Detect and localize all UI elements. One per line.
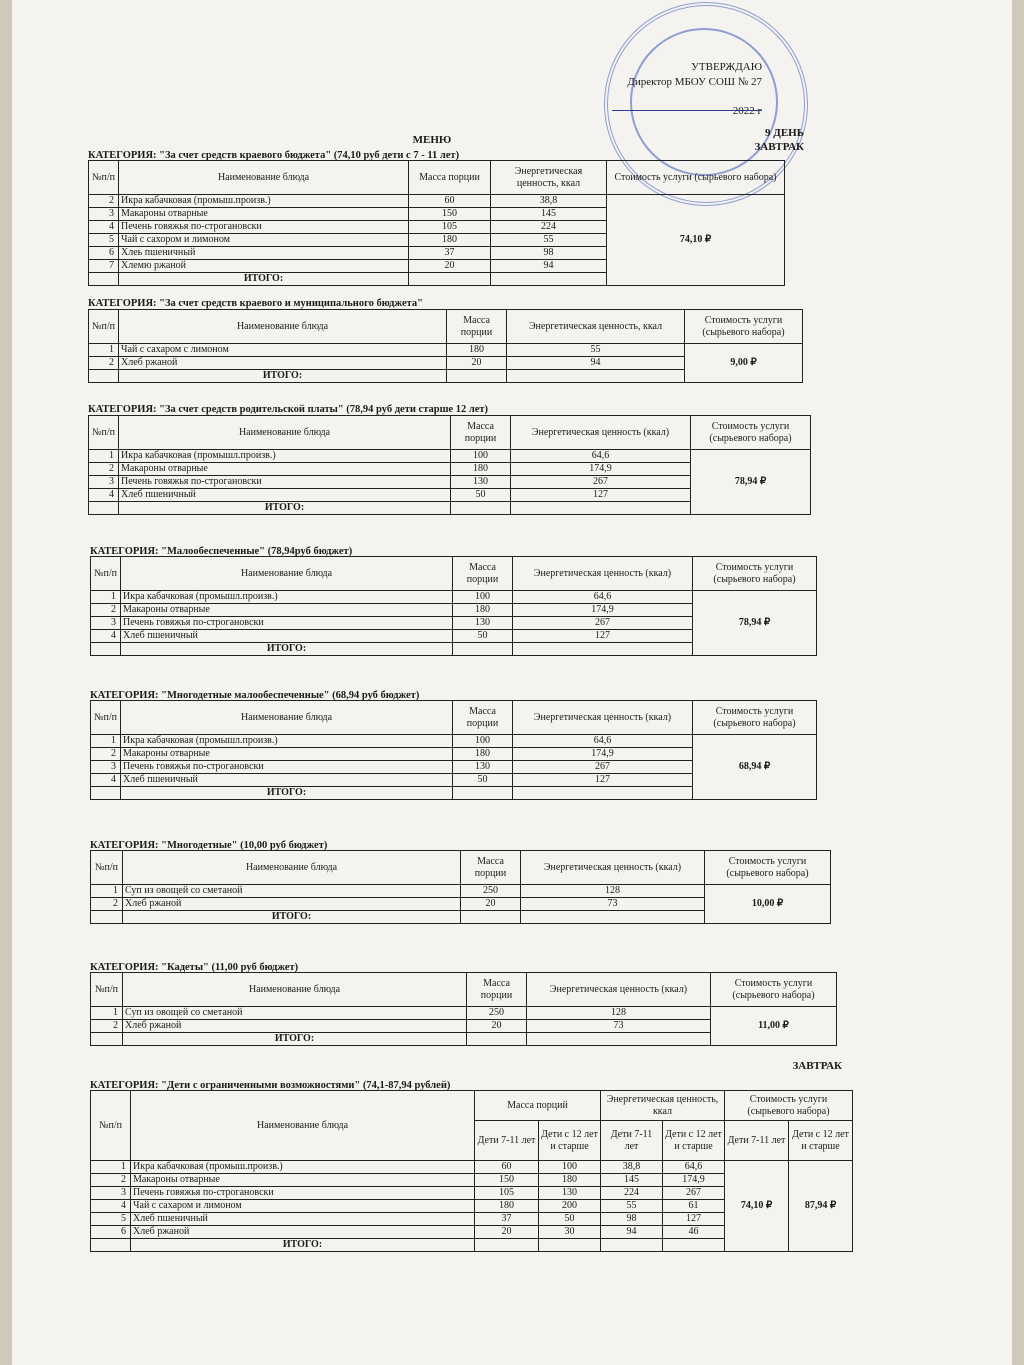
col-header-energy: Энергетическая ценность (ккал) — [521, 851, 705, 885]
dish-mass-12: 100 — [539, 1161, 601, 1174]
dish-mass-7-11: 180 — [475, 1200, 539, 1213]
dish-name: Суп из овощей со сметаной — [123, 885, 461, 898]
meal-label: ЗАВТРАК — [754, 141, 804, 153]
dish-name: Икра кабачковая (промышл.произв.) — [121, 591, 453, 604]
row-number: 3 — [91, 617, 121, 630]
dish-name: Хлеб пшеничный — [131, 1213, 475, 1226]
col-header-energy: Энергетическая ценность (ккал) — [511, 416, 691, 450]
dish-name: Чай с сахором и лимоном — [119, 234, 409, 247]
row-number: 1 — [91, 735, 121, 748]
row-number: 4 — [91, 1200, 131, 1213]
col-header-name: Наименование блюда — [123, 851, 461, 885]
dish-name: Печень говяжья по-строгановски — [119, 476, 451, 489]
dish-name: Хлеб ржаной — [123, 1020, 467, 1033]
day-label — [712, 126, 804, 154]
dish-kcal: 127 — [513, 774, 693, 787]
dish-name: Чай с сахаром и лимоном — [131, 1200, 475, 1213]
cost-cell: 78,94 ₽ — [691, 450, 811, 515]
dish-name: Макароны отварные — [119, 463, 451, 476]
dish-kcal: 174,9 — [511, 463, 691, 476]
dish-mass-7-11: 20 — [475, 1226, 539, 1239]
dish-mass: 180 — [453, 604, 513, 617]
day-number: 9 ДЕНЬ — [765, 127, 804, 139]
col-header-kids-12: Дети с 12 лет и старше — [789, 1121, 853, 1161]
dish-kcal-7-11: 98 — [601, 1213, 663, 1226]
dish-name: Хлеб пшеничный — [121, 774, 453, 787]
dish-kcal: 64,6 — [513, 735, 693, 748]
total-label: ИТОГО: — [121, 787, 453, 800]
row-number: 2 — [89, 195, 119, 208]
row-number: 4 — [89, 221, 119, 234]
row-number: 6 — [91, 1226, 131, 1239]
dish-mass: 130 — [453, 617, 513, 630]
dish-kcal: 127 — [513, 630, 693, 643]
dish-mass-12: 50 — [539, 1213, 601, 1226]
menu-table — [90, 972, 837, 1046]
dish-kcal: 267 — [511, 476, 691, 489]
dish-name: Печень говяжья по-строгановски — [131, 1187, 475, 1200]
menu-table — [90, 700, 817, 800]
row-number: 1 — [91, 591, 121, 604]
category-title: КАТЕГОРИЯ: "За счет средств краевого бюджета" (74,10 руб дети с 7 - 11 лет) — [88, 150, 460, 161]
menu-table — [90, 850, 831, 924]
total-label: ИТОГО: — [119, 273, 409, 286]
dish-kcal: 127 — [511, 489, 691, 502]
dish-mass: 105 — [409, 221, 491, 234]
col-header-energy: Энергетическая ценность (ккал) — [527, 973, 711, 1007]
dish-mass-7-11: 150 — [475, 1174, 539, 1187]
cost-cell: 9,00 ₽ — [685, 344, 803, 383]
dish-kcal: 98 — [491, 247, 607, 260]
row-number: 1 — [91, 1007, 123, 1020]
total-label: ИТОГО: — [131, 1239, 475, 1252]
row-number: 4 — [89, 489, 119, 502]
dish-mass: 20 — [461, 898, 521, 911]
row-number: 2 — [91, 604, 121, 617]
dish-kcal: 64,6 — [513, 591, 693, 604]
col-header-cost: Стоимость услуги (сырьевого набора) — [725, 1091, 853, 1121]
dish-name: Икра кабачковая (промыш.произв.) — [119, 195, 409, 208]
dish-mass: 37 — [409, 247, 491, 260]
row-number: 1 — [89, 450, 119, 463]
cost-cell-7-11: 74,10 ₽ — [725, 1161, 789, 1252]
approval-title: УТВЕРЖДАЮ — [691, 61, 762, 73]
col-header-num: №п/п — [91, 973, 123, 1007]
cost-cell: 68,94 ₽ — [693, 735, 817, 800]
page-title: МЕНЮ — [412, 134, 452, 146]
col-header-name: Наименование блюда — [119, 416, 451, 450]
dish-name: Хлеб пшеничный — [121, 630, 453, 643]
col-header-name: Наименование блюда — [119, 310, 447, 344]
dish-mass: 20 — [447, 357, 507, 370]
row-number: 5 — [91, 1213, 131, 1226]
menu-table-special — [90, 1090, 853, 1252]
col-header-kids-12: Дети с 12 лет и старше — [663, 1121, 725, 1161]
col-header-cost: Стоимость услуги (сырьевого набора) — [607, 161, 785, 195]
row-number: 4 — [91, 774, 121, 787]
dish-name: Икра кабачковая (промышл.произв.) — [121, 735, 453, 748]
col-header-cost: Стоимость услуги (сырьевого набора) — [691, 416, 811, 450]
dish-mass: 180 — [447, 344, 507, 357]
col-header-energy: Энергетическая ценность, ккал — [601, 1091, 725, 1121]
dish-mass-7-11: 60 — [475, 1161, 539, 1174]
row-number: 1 — [91, 885, 123, 898]
dish-mass-12: 200 — [539, 1200, 601, 1213]
col-header-num: №п/п — [89, 416, 119, 450]
dish-kcal: 128 — [527, 1007, 711, 1020]
dish-mass: 180 — [451, 463, 511, 476]
dish-mass-12: 180 — [539, 1174, 601, 1187]
dish-name: Икра кабачковая (промышл.произв.) — [119, 450, 451, 463]
dish-kcal: 128 — [521, 885, 705, 898]
col-header-name: Наименование блюда — [119, 161, 409, 195]
row-number: 2 — [91, 1020, 123, 1033]
dish-mass-12: 130 — [539, 1187, 601, 1200]
dish-kcal-12: 46 — [663, 1226, 725, 1239]
col-header-cost: Стоимость услуги (сырьевого набора) — [711, 973, 837, 1007]
row-number: 2 — [91, 898, 123, 911]
dish-kcal: 94 — [507, 357, 685, 370]
dish-kcal-7-11: 94 — [601, 1226, 663, 1239]
col-header-cost: Стоимость услуги (сырьевого набора) — [693, 701, 817, 735]
col-header-kids-7-11: Дети 7-11 лет — [601, 1121, 663, 1161]
dish-mass: 100 — [453, 735, 513, 748]
dish-mass-12: 30 — [539, 1226, 601, 1239]
row-number: 2 — [91, 748, 121, 761]
col-header-num: №п/п — [89, 161, 119, 195]
dish-kcal-12: 61 — [663, 1200, 725, 1213]
table-row — [91, 1007, 837, 1020]
table-row — [91, 735, 817, 748]
dish-kcal: 267 — [513, 761, 693, 774]
col-header-kids-7-11: Дети 7-11 лет — [475, 1121, 539, 1161]
dish-mass: 250 — [467, 1007, 527, 1020]
col-header-mass: Масса порции — [451, 416, 511, 450]
dish-mass-7-11: 37 — [475, 1213, 539, 1226]
col-header-name: Наименование блюда — [121, 701, 453, 735]
row-number: 6 — [89, 247, 119, 260]
dish-name: Хлеб пшеничный — [119, 489, 451, 502]
col-header-num: №п/п — [91, 851, 123, 885]
dish-name: Хлемю ржаной — [119, 260, 409, 273]
dish-mass: 180 — [453, 748, 513, 761]
dish-mass: 130 — [453, 761, 513, 774]
table-row — [91, 591, 817, 604]
row-number: 7 — [89, 260, 119, 273]
dish-kcal-7-11: 224 — [601, 1187, 663, 1200]
dish-kcal: 267 — [513, 617, 693, 630]
dish-name: Печень говяжья по-строгановски — [121, 617, 453, 630]
total-label: ИТОГО: — [121, 643, 453, 656]
col-header-kids-7-11: Дети 7-11 лет — [725, 1121, 789, 1161]
total-label: ИТОГО: — [119, 502, 451, 515]
category-title: КАТЕГОРИЯ: "Многодетные" (10,00 руб бюджет) — [90, 840, 328, 851]
col-header-num: №п/п — [89, 310, 119, 344]
table-row — [91, 885, 831, 898]
col-header-name: Наименование блюда — [131, 1091, 475, 1161]
row-number: 5 — [89, 234, 119, 247]
dish-kcal: 64,6 — [511, 450, 691, 463]
dish-kcal: 73 — [527, 1020, 711, 1033]
dish-kcal-7-11: 55 — [601, 1200, 663, 1213]
dish-name: Печень говяжья по-строгановски — [119, 221, 409, 234]
dish-mass-7-11: 105 — [475, 1187, 539, 1200]
dish-name: Печень говяжья по-строгановски — [121, 761, 453, 774]
dish-name: Хлеб ржаной — [131, 1226, 475, 1239]
row-number: 3 — [89, 476, 119, 489]
dish-mass: 60 — [409, 195, 491, 208]
cost-cell: 11,00 ₽ — [711, 1007, 837, 1046]
dish-mass: 50 — [453, 630, 513, 643]
row-number: 2 — [89, 357, 119, 370]
category-title: КАТЕГОРИЯ: "Дети с ограниченными возможностями" (74,1-87,94 рублей) — [90, 1080, 451, 1091]
col-header-energy: Энергетическая ценность, ккал — [491, 161, 607, 195]
col-header-num: №п/п — [91, 557, 121, 591]
dish-name: Макароны отварные — [121, 748, 453, 761]
col-header-cost: Стоимость услуги (сырьевого набора) — [693, 557, 817, 591]
row-number: 2 — [91, 1174, 131, 1187]
meal-label-2: ЗАВТРАК — [792, 1060, 842, 1072]
col-header-energy: Энергетическая ценность, ккал — [507, 310, 685, 344]
dish-kcal: 94 — [491, 260, 607, 273]
col-header-num: №п/п — [91, 1091, 131, 1161]
dish-name: Макароны отварные — [119, 208, 409, 221]
col-header-mass: Масса порции — [409, 161, 491, 195]
table-row — [89, 344, 803, 357]
cost-cell-12: 87,94 ₽ — [789, 1161, 853, 1252]
menu-table — [90, 556, 817, 656]
total-label: ИТОГО: — [123, 1033, 467, 1046]
category-title: КАТЕГОРИЯ: "Малообеспеченные" (78,94руб бюджет) — [90, 546, 353, 557]
col-header-num: №п/п — [91, 701, 121, 735]
row-number: 3 — [89, 208, 119, 221]
col-header-name: Наименование блюда — [123, 973, 467, 1007]
dish-kcal: 73 — [521, 898, 705, 911]
dish-kcal: 145 — [491, 208, 607, 221]
dish-mass: 50 — [453, 774, 513, 787]
col-header-kids-12: Дети с 12 лет и старше — [539, 1121, 601, 1161]
row-number: 4 — [91, 630, 121, 643]
col-header-mass: Масса порции — [467, 973, 527, 1007]
dish-name: Чай с сахаром с лимоном — [119, 344, 447, 357]
dish-name: Макароны отварные — [131, 1174, 475, 1187]
dish-kcal-12: 127 — [663, 1213, 725, 1226]
dish-kcal-12: 64,6 — [663, 1161, 725, 1174]
approval-director: Директор МБОУ СОШ № 27 — [627, 76, 762, 88]
dish-mass: 50 — [451, 489, 511, 502]
signature — [612, 86, 762, 111]
category-title: КАТЕГОРИЯ: "Кадеты" (11,00 руб бюджет) — [90, 962, 299, 973]
cost-cell: 74,10 ₽ — [607, 195, 785, 286]
dish-mass: 20 — [409, 260, 491, 273]
dish-name: Суп из овощей со сметаной — [123, 1007, 467, 1020]
col-header-energy: Энергетическая ценность (ккал) — [513, 557, 693, 591]
col-header-mass: Масса порции — [453, 701, 513, 735]
menu-table — [88, 160, 785, 286]
dish-mass: 130 — [451, 476, 511, 489]
row-number: 2 — [89, 463, 119, 476]
dish-name: Макароны отварные — [121, 604, 453, 617]
dish-mass: 20 — [467, 1020, 527, 1033]
dish-kcal-12: 267 — [663, 1187, 725, 1200]
dish-kcal: 174,9 — [513, 748, 693, 761]
col-header-cost: Стоимость услуги (сырьевого набора) — [705, 851, 831, 885]
category-title: КАТЕГОРИЯ: "Многодетные малообеспеченные" (68,94 руб бюджет) — [90, 690, 420, 701]
category-title: КАТЕГОРИЯ: "За счет средств родительской платы" (78,94 руб дети старше 12 лет) — [88, 404, 489, 415]
dish-kcal-7-11: 145 — [601, 1174, 663, 1187]
dish-kcal-12: 174,9 — [663, 1174, 725, 1187]
dish-kcal: 174,9 — [513, 604, 693, 617]
col-header-name: Наименование блюда — [121, 557, 453, 591]
table-row — [91, 1161, 853, 1174]
table-row — [89, 450, 811, 463]
dish-mass: 100 — [451, 450, 511, 463]
dish-name: Хлеь пшеничный — [119, 247, 409, 260]
total-label: ИТОГО: — [119, 370, 447, 383]
col-header-mass: Масса порций — [475, 1091, 601, 1121]
dish-mass: 150 — [409, 208, 491, 221]
menu-table — [88, 415, 811, 515]
col-header-energy: Энергетическая ценность (ккал) — [513, 701, 693, 735]
table-row — [89, 195, 785, 208]
dish-kcal: 224 — [491, 221, 607, 234]
menu-table — [88, 309, 803, 383]
dish-kcal: 38,8 — [491, 195, 607, 208]
cost-cell: 78,94 ₽ — [693, 591, 817, 656]
dish-mass: 100 — [453, 591, 513, 604]
approval-date: 2022 г — [732, 105, 762, 117]
row-number: 1 — [89, 344, 119, 357]
col-header-mass: Масса порции — [461, 851, 521, 885]
row-number: 3 — [91, 1187, 131, 1200]
dish-kcal: 55 — [507, 344, 685, 357]
col-header-cost: Стоимость услуги (сырьевого набора) — [685, 310, 803, 344]
dish-name: Икра кабачковая (промыш.произв.) — [131, 1161, 475, 1174]
dish-name: Хлеб ржаной — [119, 357, 447, 370]
total-label: ИТОГО: — [123, 911, 461, 924]
dish-kcal: 55 — [491, 234, 607, 247]
col-header-mass: Масса порции — [453, 557, 513, 591]
dish-kcal-7-11: 38,8 — [601, 1161, 663, 1174]
row-number: 1 — [91, 1161, 131, 1174]
dish-mass: 250 — [461, 885, 521, 898]
cost-cell: 10,00 ₽ — [705, 885, 831, 924]
col-header-mass: Масса порции — [447, 310, 507, 344]
row-number: 3 — [91, 761, 121, 774]
dish-name: Хлеб ржаной — [123, 898, 461, 911]
dish-mass: 180 — [409, 234, 491, 247]
category-title: КАТЕГОРИЯ: "За счет средств краевого и муниципального бюджета" — [88, 298, 423, 309]
